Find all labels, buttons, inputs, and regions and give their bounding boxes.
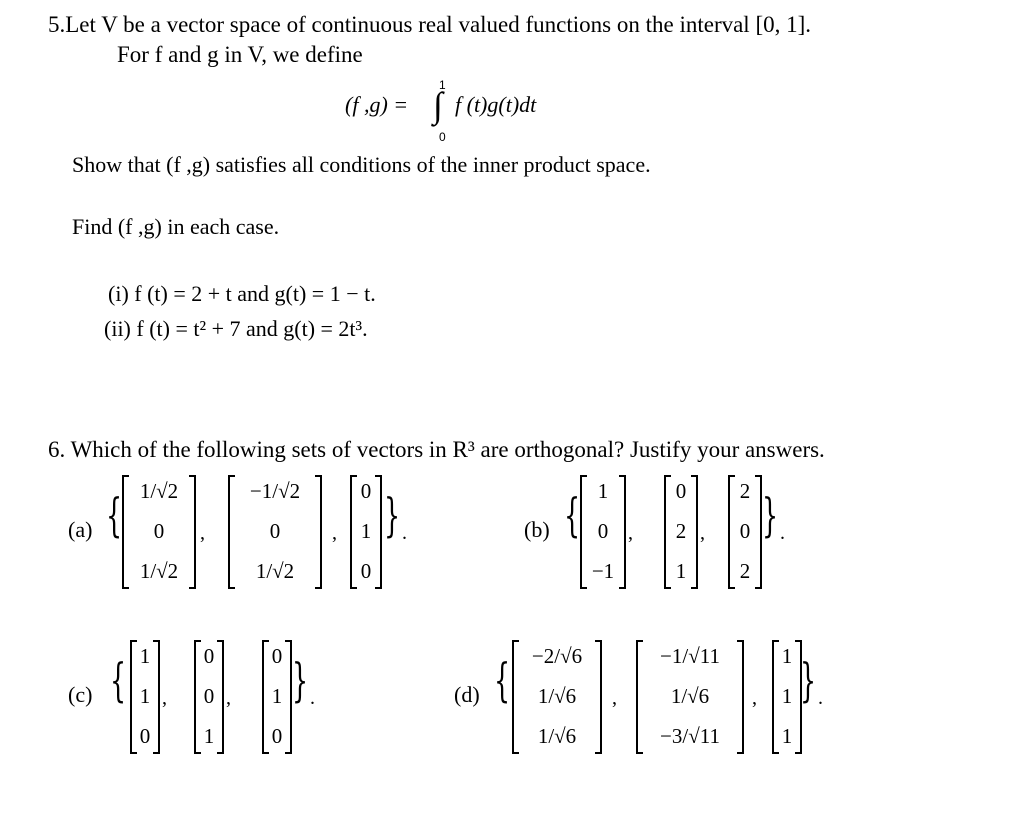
q5-case-ii-text: (ii) f (t) = t² + 7 and g(t) = 2t³. (104, 316, 368, 341)
cell: −1 (591, 559, 615, 583)
cell: 0 (271, 644, 283, 668)
set-d (454, 635, 844, 760)
q5-line2 (117, 42, 363, 68)
cell: 1 (781, 684, 793, 708)
vector-b3 (728, 475, 762, 589)
cell: 0 (360, 479, 372, 503)
cell: 2 (675, 519, 687, 543)
left-brace: { (106, 488, 123, 542)
cell: 1 (271, 684, 283, 708)
cell: 1 (781, 644, 793, 668)
q5-case-i-text: (i) f (t) = 2 + t and g(t) = 1 − t. (108, 281, 376, 306)
vector-d2 (636, 640, 744, 754)
cell: 2 (739, 479, 751, 503)
set-b-label: (b) (524, 517, 550, 542)
vector-b2 (664, 475, 698, 589)
vector-a1 (122, 475, 196, 589)
cell: 0 (675, 479, 687, 503)
cell: 1/√6 (537, 724, 577, 748)
vector-c3 (262, 640, 292, 754)
vector-a3 (350, 475, 382, 589)
vector-d3 (772, 640, 802, 754)
comma: , (200, 522, 205, 544)
cell: 0 (360, 559, 372, 583)
comma: , (628, 522, 633, 544)
cell: 0 (269, 519, 281, 543)
cell: 0 (271, 724, 283, 748)
q6-question-text: 6. Which of the following sets of vectors in R³ are orthogonal? Justify your answers. (48, 437, 825, 462)
comma: , (700, 522, 705, 544)
integral-lower: 0 (439, 130, 446, 144)
cell: 2 (739, 559, 751, 583)
comma: , (612, 687, 617, 709)
cell: 1 (781, 724, 793, 748)
cell: −2/√6 (531, 644, 583, 668)
set-b (524, 470, 804, 595)
q5-line1 (48, 12, 811, 38)
period: . (310, 687, 315, 709)
cell: 1/√6 (537, 684, 577, 708)
cell: 0 (597, 519, 609, 543)
integral-sign: ∫ (433, 85, 443, 125)
formula-lhs: (f ,g) = (345, 92, 409, 117)
cell: 1/√2 (139, 559, 179, 583)
cell: 0 (203, 644, 215, 668)
period: . (780, 522, 785, 544)
cell: 1 (597, 479, 609, 503)
vector-c1 (130, 640, 160, 754)
q5-line1-text: 5.Let V be a vector space of continuous real valued functions on the interval [0, 1]. (48, 12, 812, 37)
q5-line2-text: For f and g in V, we define (117, 42, 363, 67)
vector-b1 (580, 475, 626, 589)
q6-question (48, 437, 825, 463)
cell: 1 (675, 559, 687, 583)
set-c-label: (c) (68, 682, 93, 707)
comma: , (162, 687, 167, 709)
cell: 0 (203, 684, 215, 708)
q5-find (72, 214, 279, 240)
cell: −3/√11 (660, 724, 720, 748)
cell: 1 (360, 519, 372, 543)
set-a (68, 470, 428, 595)
cell: 0 (739, 519, 751, 543)
left-brace: { (564, 488, 581, 542)
q5-show (72, 152, 651, 178)
cell: −1/√11 (660, 644, 720, 668)
right-brace: } (292, 653, 309, 707)
period: . (402, 522, 407, 544)
cell: 0 (139, 724, 151, 748)
comma: , (226, 687, 231, 709)
set-d-label: (d) (454, 682, 480, 707)
right-brace: } (384, 488, 401, 542)
q5-find-text: Find (f ,g) in each case. (72, 214, 280, 239)
vector-c2 (194, 640, 224, 754)
vector-d1 (512, 640, 602, 754)
q5-formula (345, 78, 605, 148)
left-brace: { (494, 653, 511, 707)
vector-a2 (228, 475, 322, 589)
set-a-label: (a) (68, 517, 93, 542)
q5-show-text: Show that (f ,g) satisfies all conditions of the inner product space. (72, 152, 651, 177)
right-brace: } (762, 488, 779, 542)
set-c (68, 635, 348, 760)
cell: 1 (139, 684, 151, 708)
cell: 1/√2 (255, 559, 295, 583)
comma: , (332, 522, 337, 544)
q5-case-i (108, 281, 376, 307)
cell: 1 (203, 724, 215, 748)
right-brace: } (800, 653, 817, 707)
cell: 0 (153, 519, 165, 543)
cell: 1/√6 (670, 684, 710, 708)
integrand: f (t)g(t)dt (455, 92, 537, 117)
cell: −1/√2 (249, 479, 301, 503)
q5-case-ii (104, 316, 368, 342)
cell: 1 (139, 644, 151, 668)
period: . (818, 687, 823, 709)
integral-upper: 1 (439, 78, 446, 92)
comma: , (752, 687, 757, 709)
left-brace: { (110, 653, 127, 707)
cell: 1/√2 (139, 479, 179, 503)
